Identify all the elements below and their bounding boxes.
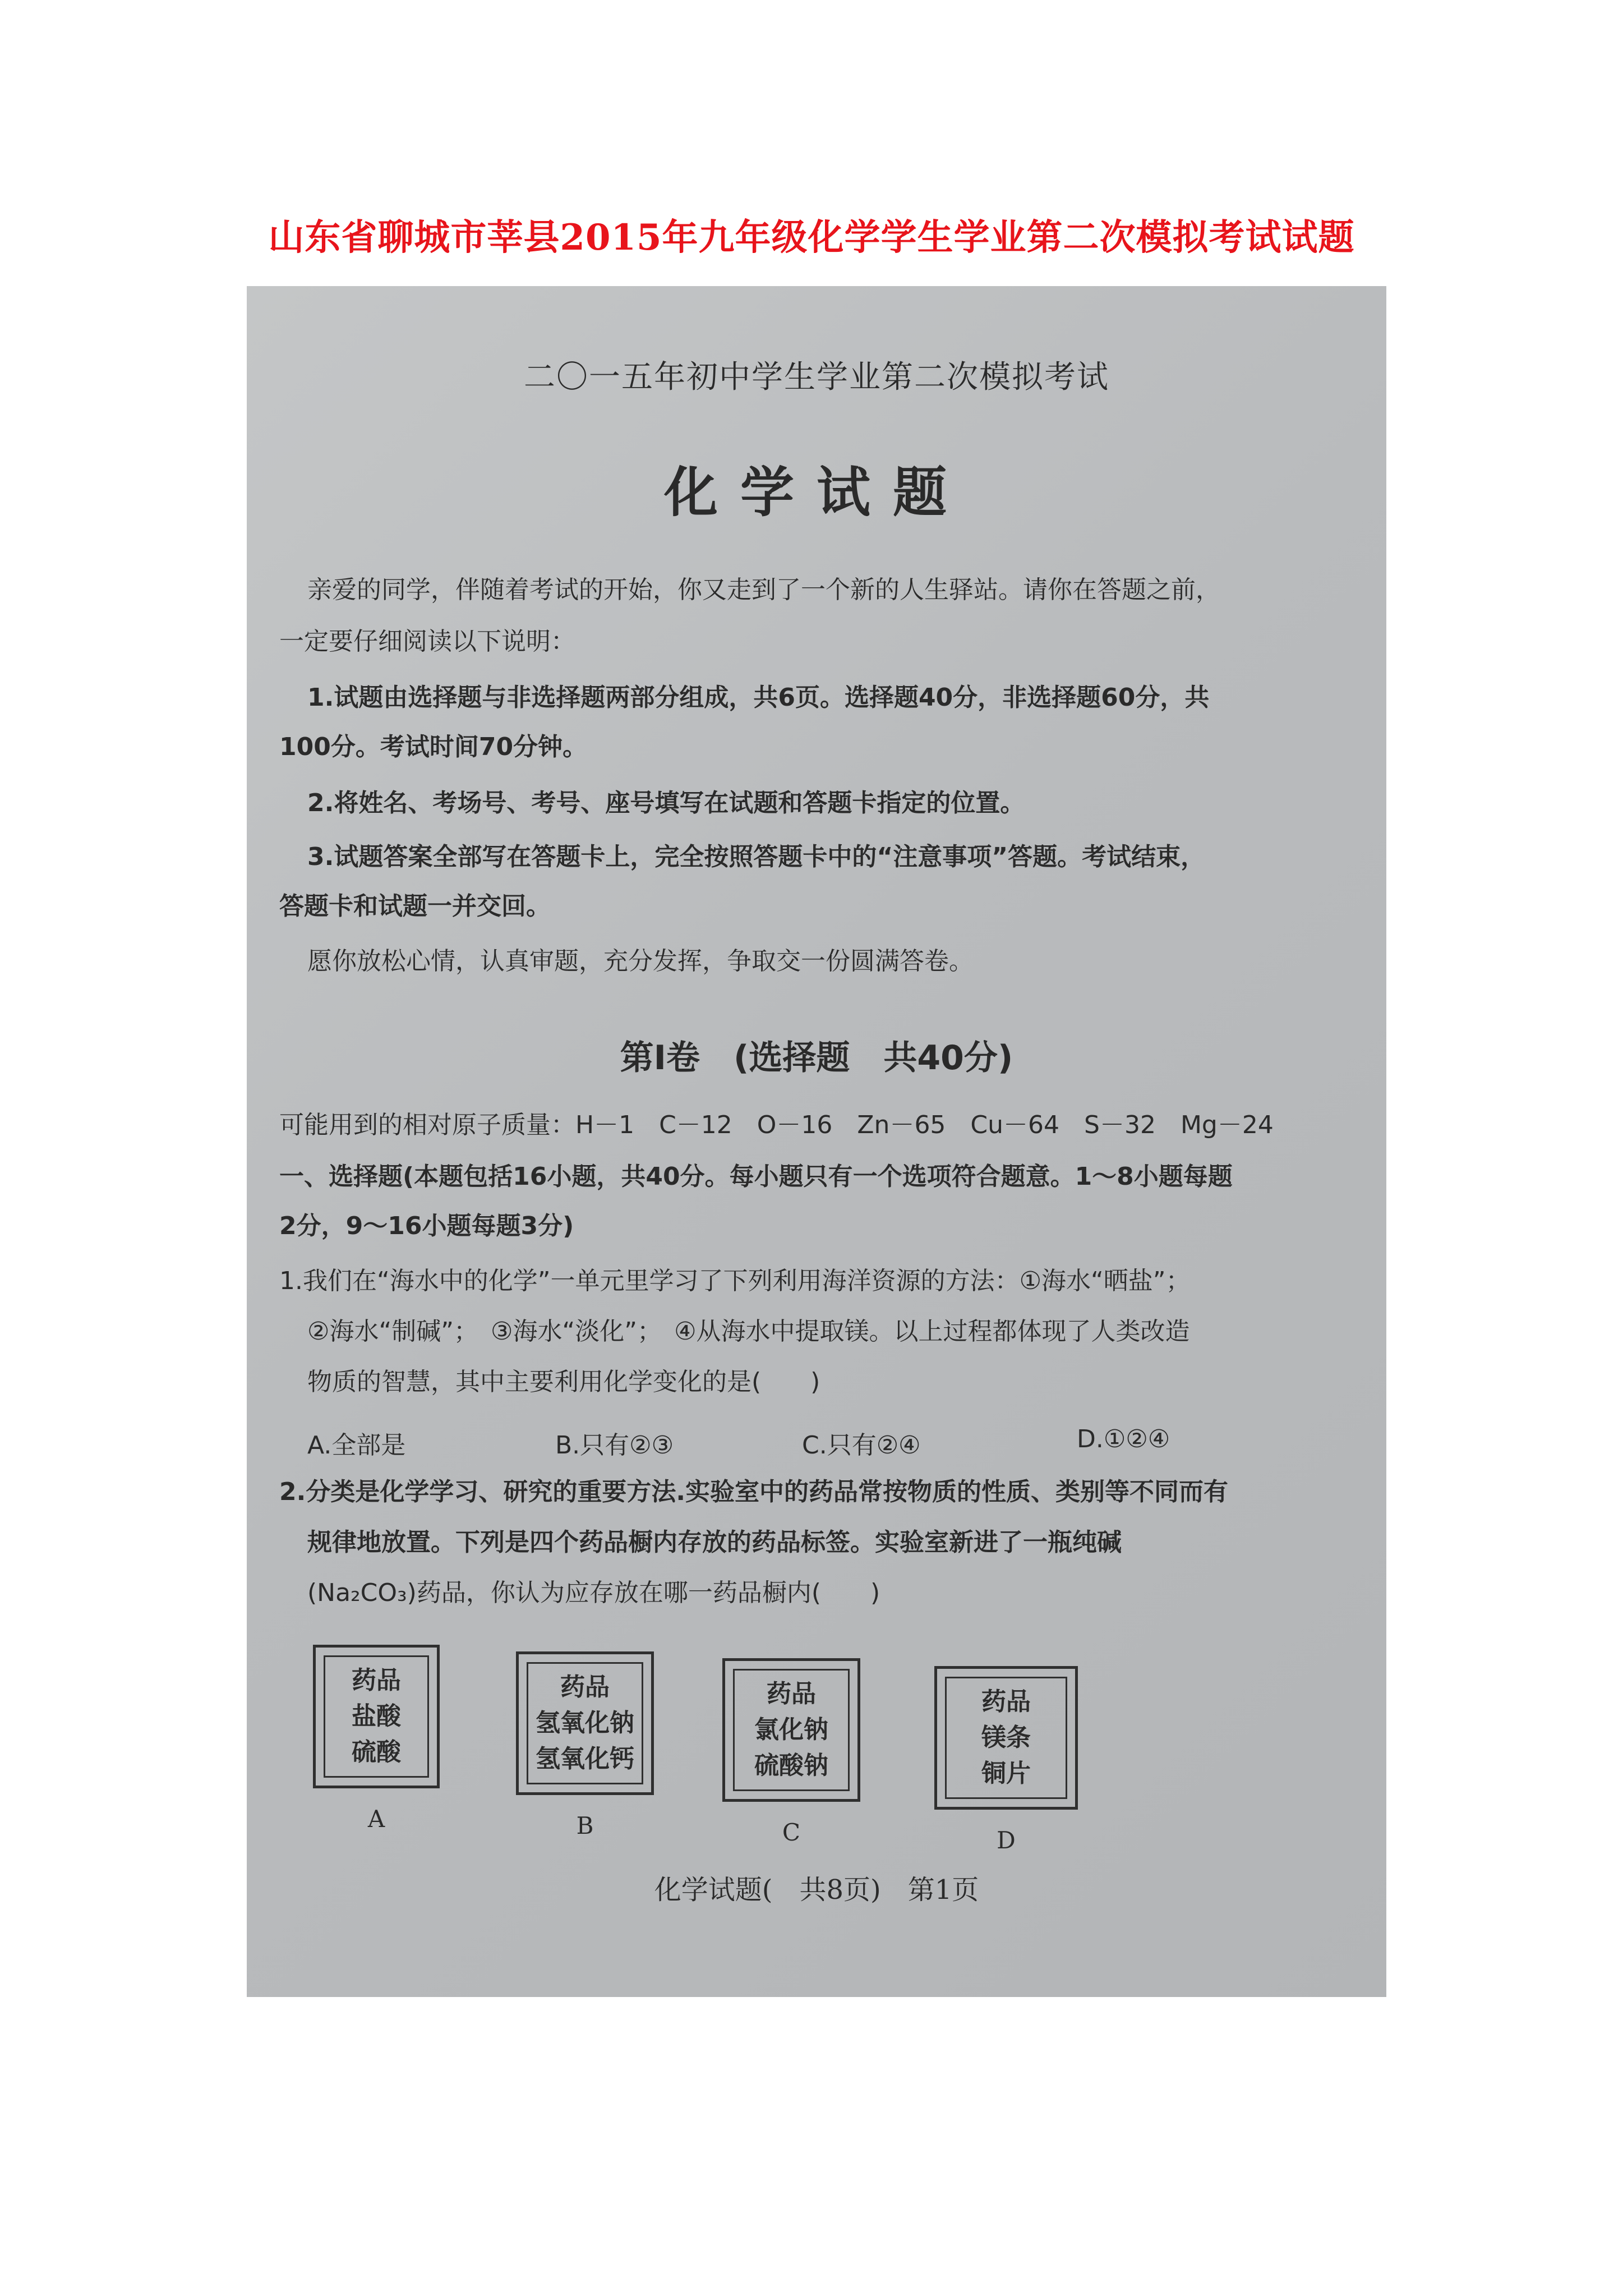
rule-1-line-2: 100分。考试时间70分钟。 (279, 733, 588, 761)
question-1-line-3: 物质的智慧，其中主要利用化学变化的是( ) (307, 1368, 820, 1396)
atomic-masses: 可能用到的相对原子质量：H－1 C－12 O－16 Zn－65 Cu－64 S－32 Mg－24 (279, 1111, 1274, 1139)
cabinet-a-line-1: 药品 (352, 1666, 401, 1695)
cabinet-b-line-1: 药品 (560, 1673, 610, 1702)
q1-option-c: C.只有②④ (802, 1431, 921, 1460)
page-footer: 化学试题( 共8页) 第1页 (654, 1874, 979, 1906)
part-1-line-1: 一、选择题(本题包括16小题，共40分。每小题只有一个选项符合题意。1～8小题每题 (279, 1162, 1233, 1191)
q1-option-a: A.全部是 (307, 1431, 406, 1460)
exam-title: 化学试题 (664, 461, 969, 524)
cabinet-a-line-3: 硫酸 (352, 1737, 401, 1766)
q1-option-b: B.只有②③ (555, 1431, 674, 1460)
cabinet-d-line-2: 镁条 (981, 1723, 1031, 1752)
exam-subheading: 二〇一五年初中学生学业第二次模拟考试 (524, 359, 1109, 395)
cabinet-d-letter: D (997, 1826, 1016, 1854)
cabinet-b (516, 1651, 654, 1839)
wish-line: 愿你放松心情，认真审题，充分发挥，争取交一份圆满答卷。 (307, 947, 974, 976)
cabinet-c (722, 1658, 860, 1846)
exam-page-photo (247, 286, 1386, 1997)
cabinet-c-letter: C (782, 1819, 801, 1846)
rule-1-line-1: 1.试题由选择题与非选择题两部分组成，共6页。选择题40分，非选择题60分，共 (307, 683, 1210, 712)
cabinet-c-line-1: 药品 (767, 1680, 816, 1709)
intro-line-2: 一定要仔细阅读以下说明： (279, 627, 575, 656)
cabinet-a-letter: A (367, 1805, 385, 1833)
cabinet-b-line-2: 氢氧化钠 (536, 1709, 634, 1738)
rule-3-line-2: 答题卡和试题一并交回。 (279, 892, 551, 921)
cabinet-a (313, 1645, 440, 1833)
question-2-line-2: 规律地放置。下列是四个药品橱内存放的药品标签。实验室新进了一瓶纯碱 (307, 1528, 1122, 1557)
cabinet-d (934, 1666, 1078, 1854)
cabinet-d-line-3: 铜片 (981, 1759, 1031, 1788)
cabinet-b-line-3: 氢氧化钙 (536, 1744, 634, 1773)
cabinet-c-line-2: 氯化钠 (754, 1715, 828, 1745)
section-heading: 第Ⅰ卷 (选择题 共40分) (620, 1038, 1013, 1078)
cabinet-a-line-2: 盐酸 (352, 1702, 401, 1731)
rule-2: 2.将姓名、考场号、考号、座号填写在试题和答题卡指定的位置。 (307, 789, 1025, 817)
cabinet-d-line-1: 药品 (981, 1687, 1031, 1717)
cabinet-b-letter: B (576, 1812, 594, 1839)
cabinet-c-line-3: 硫酸钠 (754, 1751, 828, 1780)
document-title: 山东省聊城市莘县2015年九年级化学学生学业第二次模拟考试试题 (268, 217, 1355, 259)
question-1-line-1: 1.我们在“海水中的化学”一单元里学习了下列利用海洋资源的方法：①海水“晒盐”； (279, 1267, 1191, 1295)
question-2-line-3: (Na₂CO₃)药品，你认为应存放在哪一药品橱内( ) (307, 1579, 880, 1607)
part-1-line-2: 2分，9～16小题每题3分) (279, 1212, 574, 1240)
question-1-line-2: ②海水“制碱”； ③海水“淡化”； ④从海水中提取镁。以上过程都体现了人类改造 (307, 1317, 1190, 1346)
rule-3-line-1: 3.试题答案全部写在答题卡上，完全按照答题卡中的“注意事项”答题。考试结束， (307, 843, 1206, 871)
q1-option-d: D.①②④ (1077, 1425, 1170, 1453)
intro-line-1: 亲爱的同学，伴随着考试的开始，你又走到了一个新的人生驿站。请你在答题之前， (307, 576, 1220, 604)
question-2-line-1: 2.分类是化学学习、研究的重要方法.实验室中的药品常按物质的性质、类别等不同而有 (279, 1478, 1229, 1506)
